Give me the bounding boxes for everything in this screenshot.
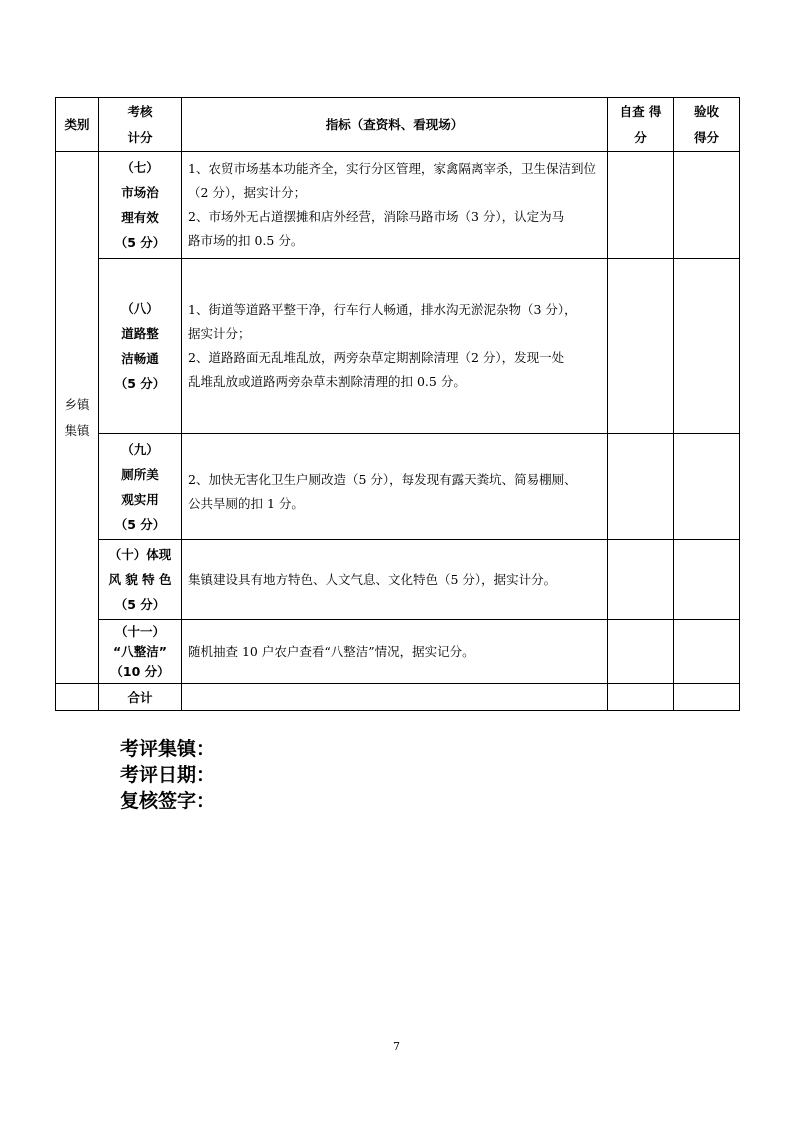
header-self-line2: 分 <box>634 129 647 145</box>
score-line: （5 分） <box>114 516 166 532</box>
total-self-score-cell[interactable] <box>608 684 674 711</box>
self-score-cell[interactable] <box>608 152 674 259</box>
score-cell <box>99 540 182 620</box>
evaluation-date-label: 考评日期： <box>120 764 216 786</box>
category-line2: 集镇 <box>64 422 90 438</box>
indicator-cell <box>182 152 608 259</box>
header-accept-line2: 得分 <box>693 129 719 145</box>
indicator-line: 乱堆乱放或道路两旁杂草未割除清理的扣 0.5 分。 <box>188 374 466 389</box>
indicator-line: 路市场的扣 0.5 分。 <box>188 233 304 248</box>
table-row <box>56 259 740 434</box>
indicator-line: 随机抽查 10 户农户查看“八整洁”情况，据实记分。 <box>188 643 475 659</box>
score-line: （九） <box>121 441 159 457</box>
indicator-cell <box>182 434 608 540</box>
table-row <box>56 434 740 540</box>
signature-block <box>120 736 215 814</box>
total-label: 合计 <box>99 684 182 711</box>
table-row <box>56 620 740 684</box>
score-cell <box>99 434 182 540</box>
score-line: 厕所美 <box>121 466 159 482</box>
score-line: （5 分） <box>114 235 166 250</box>
total-accept-score-cell[interactable] <box>674 684 740 711</box>
header-score <box>99 98 182 152</box>
score-line: （5 分） <box>114 376 166 391</box>
score-line: 洁畅通 <box>121 351 159 366</box>
score-line: （七） <box>121 160 159 175</box>
evaluated-town-label: 考评集镇： <box>120 738 216 760</box>
self-score-cell[interactable] <box>608 620 674 684</box>
indicator-line: 公共旱厕的扣 1 分。 <box>188 496 304 511</box>
indicator-line: 2、加快无害化卫生户厕改造（5 分），每发现有露天粪坑、简易棚厕、 <box>188 472 577 487</box>
indicator-line: 1、农贸市场基本功能齐全，实行分区管理，家禽隔离宰杀，卫生保洁到位 <box>188 161 596 176</box>
review-signature-label: 复核签字： <box>120 790 216 812</box>
score-cell <box>99 152 182 259</box>
self-score-cell[interactable] <box>608 259 674 434</box>
score-line: （10 分） <box>110 663 170 679</box>
score-line: （5 分） <box>114 597 166 612</box>
header-accept-score <box>674 98 740 152</box>
indicator-line: （2 分），据实计分； <box>188 185 307 200</box>
score-cell <box>99 620 182 684</box>
header-accept-line1: 验收 <box>693 103 719 119</box>
accept-score-cell[interactable] <box>674 259 740 434</box>
header-self-line1: 自查 得 <box>619 103 662 119</box>
header-self-score <box>608 98 674 152</box>
evaluation-table <box>55 97 740 711</box>
header-score-line1: 考核 <box>127 103 153 119</box>
score-cell <box>99 259 182 434</box>
page-number: 7 <box>393 1040 400 1053</box>
total-indicator-cell <box>182 684 608 711</box>
indicator-cell <box>182 620 608 684</box>
indicator-cell <box>182 259 608 434</box>
table-row <box>56 540 740 620</box>
score-line: “八整洁” <box>113 643 167 659</box>
total-category-cell <box>56 684 99 711</box>
score-line: 道路整 <box>121 326 159 341</box>
accept-score-cell[interactable] <box>674 540 740 620</box>
table-row <box>56 152 740 259</box>
accept-score-cell[interactable] <box>674 620 740 684</box>
score-line: （八） <box>121 301 159 316</box>
score-line: 市场治 <box>121 185 159 200</box>
indicator-line: 1、街道等道路平整干净，行车行人畅通，排水沟无淤泥杂物（3 分）， <box>188 302 577 317</box>
indicator-line: 2、市场外无占道摆摊和店外经营，消除马路市场（3 分），认定为马 <box>188 209 565 224</box>
score-line: 理有效 <box>121 210 159 225</box>
score-line: （十一） <box>114 623 165 639</box>
self-score-cell[interactable] <box>608 434 674 540</box>
indicator-line: 据实计分； <box>188 326 251 341</box>
accept-score-cell[interactable] <box>674 434 740 540</box>
score-line: 风 貌 特 色 <box>108 572 172 587</box>
indicator-line: 集镇建设具有地方特色、人文气息、文化特色（5 分），据实计分。 <box>188 571 557 587</box>
header-score-line2: 计分 <box>127 129 153 145</box>
header-row <box>56 98 740 152</box>
header-indicator: 指标（查资料、看现场） <box>182 98 608 152</box>
category-line1: 乡镇 <box>64 396 90 412</box>
total-row <box>56 684 740 711</box>
score-line: （十）体现 <box>108 547 172 562</box>
score-line: 观实用 <box>121 491 159 507</box>
indicator-cell <box>182 540 608 620</box>
header-category: 类别 <box>56 98 99 152</box>
category-cell <box>56 152 99 684</box>
accept-score-cell[interactable] <box>674 152 740 259</box>
indicator-line: 2、道路路面无乱堆乱放，两旁杂草定期割除清理（2 分），发现一处 <box>188 350 565 365</box>
self-score-cell[interactable] <box>608 540 674 620</box>
